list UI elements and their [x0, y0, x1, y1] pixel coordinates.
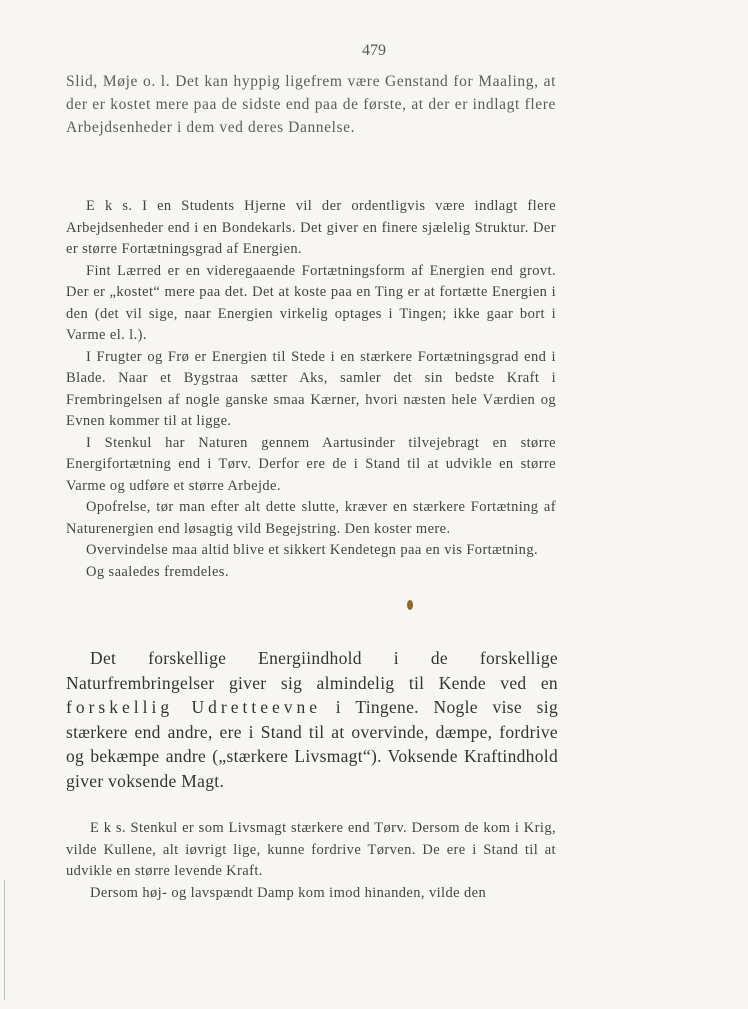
example-paragraph: I Stenkul har Naturen gennem Aartusinder tilvejebragt en større Energifortætning end i Tørv. Derfor ere de i Stand til at udvikle en større Varme og udføre et større Arbejde.	[66, 434, 556, 494]
examples-section	[66, 196, 556, 583]
main-text-before: Det forskellige Energiindhold i de forskellige Naturfrembringelser giver sig almindelig til Kende ved en	[66, 648, 558, 693]
example-paragraph: Overvindelse maa altid blive et sikkert Kendetegn paa en vis Fortætning.	[86, 542, 539, 558]
margin-rule	[4, 880, 5, 1000]
final-section	[66, 818, 556, 904]
paragraph-intro: Slid, Møje o. l. Det kan hyppig ligefrem være Genstand for Maaling, at der er kostet mere paa de sidste end paa de første, at der er indlagt flere Arbejdsenheder i dem ved deres Dannelse.	[66, 73, 556, 136]
example-paragraph: I Frugter og Frø er Energien til Stede i en stærkere Fortætningsgrad end i Blade. Naar et Bygstraa sætter Aks, samler det sin bedste Kraft i Frembringelsen af nogle ganske smaa Kærner, hvori næsten hele Værdien og Evnen kommer til at ligge.	[66, 348, 556, 429]
final-paragraph: E k s. Stenkul er som Livsmagt stærkere end Tørv. Dersom de kom i Krig, vilde Kullene, alt iøvrigt lige, kunne fordrive Tørven. De ere i Stand til at udvikle en større levende Kraft.	[66, 820, 556, 879]
ink-spot-ornament	[407, 600, 413, 610]
main-text-after: i Tingene. Nogle vise sig stærkere end andre, ere i Stand til at overvinde, dæmpe, fordrive og bekæmpe andre („stærkere Livsmagt“). Voksende Kraftindhold giver voksende Magt.	[66, 697, 558, 791]
main-paragraph	[66, 646, 558, 793]
example-paragraph: E k s. I en Students Hjerne vil der ordentligvis være indlagt flere Arbejdsenheder end i en Bondekarls. Det giver en finere sjælelig Struktur. Der er større Fortætningsgrad af Energien.	[66, 198, 556, 257]
example-paragraph: Opofrelse, tør man efter alt dette slutte, kræver en stærkere Fortætning af Naturenergien end løsagtig vild Begejstring. Den koster mere.	[66, 499, 556, 537]
main-paragraph-text	[66, 646, 558, 793]
final-paragraph: Dersom høj- og lavspændt Damp kom imod hinanden, vilde den	[90, 884, 487, 901]
page-number: 479	[362, 42, 386, 59]
example-paragraph: Og saaledes fremdeles.	[86, 563, 229, 580]
main-text-spaced: forskellig Udretteevne	[66, 697, 322, 717]
example-paragraph: Fint Lærred er en videregaaende Fortætningsform af Energien end grovt. Der er „kostet“ mere paa det. Det at koste paa en Ting er at fortætte Energien i den (det vil sige, naar Energien virkelig optages i Tingen; ikke gaar bort i Varme el. l.).	[66, 262, 556, 343]
